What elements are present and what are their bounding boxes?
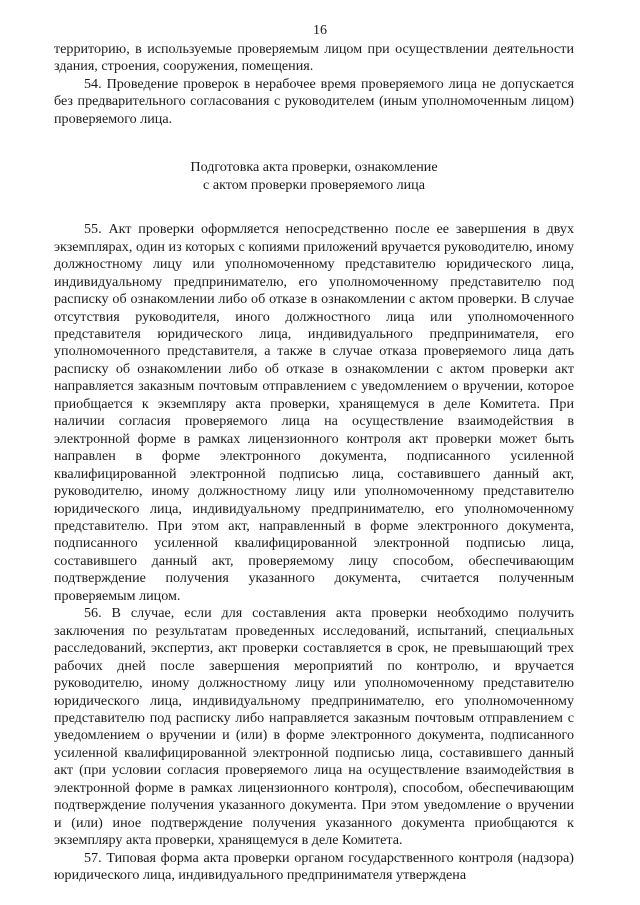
section-heading <box>54 158 574 194</box>
paragraph-continuation: территорию, в используемые проверяемым лицом при осуществлении деятельности здания, строения, сооружения, помещения. <box>54 41 574 75</box>
section-heading-line-2: с актом проверки проверяемого лица <box>203 177 425 194</box>
paragraph-54: 54. Проведение проверок в нерабочее время проверяемого лица не допускается без предварительного согласования с руководителем (иным уполномоченным лицом) проверяемого лица. <box>54 75 574 127</box>
page-number: 16 <box>313 23 327 38</box>
section-heading-line-1: Подготовка акта проверки, ознакомление <box>190 159 438 176</box>
paragraph-55: 55. Акт проверки оформляется непосредственно после ее завершения в двух экземплярах, один из которых с копиями приложений вручается руководителю, иному должностному лицу или уполномоченному представителю юридического лица, индивидуальному предпринимателю, его уполномоченному представителю под расписку об ознакомлении либо об отказе в ознакомлении с актом проверки. В случае отсутствия руководителя, иного должностного лица или уполномоченного представителя юридического лица, индивидуального предпринимателя, его уполномоченного представителя, а также в случае отказа проверяемого лица дать расписку об ознакомлении либо об отказе в ознакомлении с актом проверки акт направляется заказным почтовым отправлением с уведомлением о вручении, которое приобщается к экземпляру акта проверки, хранящемуся в деле Комитета. При наличии согласия проверяемого лица на осуществление взаимодействия в электронной форме в рамках лицензионного контроля акт проверки может быть направлен в форме электронного документа, подписанного усиленной квалифицированной электронной подписью лица, составившего данный акт, руководителю, иному должностному лицу или уполномоченному представителю юридического лица, индивидуальному предпринимателю, его уполномоченному представителю. При этом акт, направленный в форме электронного документа, подписанного усиленной квалифицированной электронной подписью лица, составившего данный акт, проверяемому лицу способом, обеспечивающим подтверждение получения указанного документа, считается полученным проверяемым лицом. <box>54 221 574 604</box>
document-body <box>54 41 574 884</box>
paragraph-56: 56. В случае, если для составления акта проверки необходимо получить заключения по результатам проведенных исследований, испытаний, специальных расследований, экспертиз, акт проверки составляется в срок, не превышающий трех рабочих дней после завершения мероприятий по контролю, и вручается руководителю, иному должностному лицу или уполномоченному представителю юридического лица, индивидуальному предпринимателю, его уполномоченному представителю под расписку либо направляется заказным почтовым отправлением с уведомлением о вручении и (или) в форме электронного документа, подписанного усиленной квалифицированной электронной подписью лица, составившего данный акт (при условии согласия проверяемого лица на осуществление взаимодействия в электронной форме в рамках лицензионного контроля), способом, обеспечивающим подтверждение получения указанного документа. При этом уведомление о вручении и (или) иное подтверждение получения указанного документа приобщаются к экземпляру акта проверки, хранящемуся в деле Комитета. <box>54 605 574 849</box>
paragraph-57: 57. Типовая форма акта проверки органом государственного контроля (надзора) юридического лица, индивидуального предпринимателя утверждена <box>54 849 574 884</box>
